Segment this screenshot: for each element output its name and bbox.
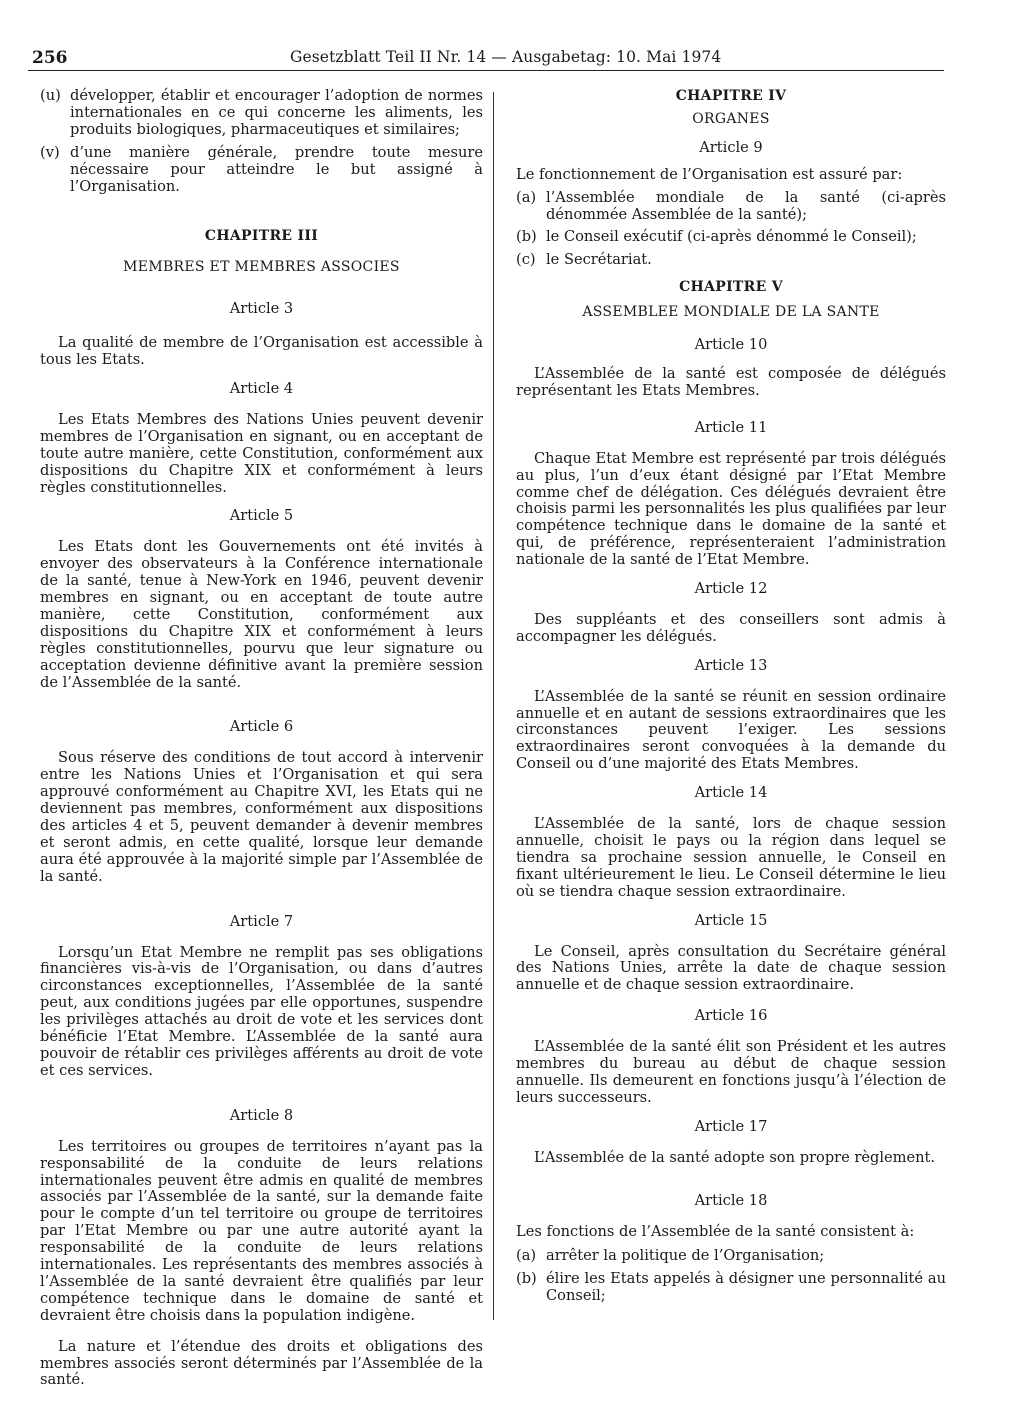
item-text: élire les Etats appelés à désigner une personnalité au Conseil; <box>546 1270 946 1305</box>
article-16-heading: Article 16 <box>694 1007 768 1025</box>
article-13-heading: Article 13 <box>694 656 768 674</box>
article-17-heading: Article 17 <box>694 1117 768 1135</box>
article-6-text: Sous réserve des conditions de tout accord à intervenir entre les Nations Unies et l’Organisation et qui sera approuvé conformément au Chapitre XVI, les Etats qui ne deviennent pas membres, conformément aux dispositions des articles 4 et 5, peuvent demander à devenir membres et seront admis, en cette qualité, lorsque leur demande aura été approuvée à la majorité simple par l’Assemblée de la santé. <box>40 749 483 885</box>
article-11-heading: Article 11 <box>694 418 768 436</box>
item-label: (a) <box>516 188 537 206</box>
list-item-a <box>516 190 946 224</box>
article-4-text: Les Etats Membres des Nations Unies peuvent devenir membres de l’Organisation en signant, ou en acceptant de toute autre manière, cette Constitution, conformément aux dispositions du Chapitre XIX et conformément à leurs règles constitutionnelles. <box>40 410 483 496</box>
chapter-4-title: ORGANES <box>692 110 770 127</box>
item-label: (v) <box>40 143 60 161</box>
list-item-b <box>516 1271 946 1305</box>
article-3-text: La qualité de membre de l’Organisation est accessible à tous les Etats. <box>40 334 483 369</box>
item-text: l’Assemblée mondiale de la santé (ci-après dénommée Assemblée de la santé); <box>546 188 946 223</box>
article-4-heading: Article 4 <box>229 379 294 397</box>
article-18-heading: Article 18 <box>694 1191 768 1209</box>
right-column <box>516 88 946 1311</box>
item-text: développer, établir et encourager l’adoption de normes internationales en ce qui concerne les aliments, les produits biologiques, pharmaceutiques et similaires; <box>70 87 483 138</box>
article-8-text-2: La nature et l’étendue des droits et obligations des membres associés seront déterminés par l’Assemblée de la santé. <box>40 1337 483 1389</box>
article-12-heading: Article 12 <box>694 580 768 598</box>
item-text: arrêter la politique de l’Organisation; <box>546 1247 825 1265</box>
column-divider <box>493 92 494 1320</box>
list-item-b <box>516 229 946 246</box>
list-item-v <box>40 145 483 196</box>
article-13-text: L’Assemblée de la santé se réunit en session ordinaire annuelle et en autant de sessions extraordinaires que les circonstances peuvent l’exiger. Les sessions extraordinaires seront convoquées à la demande du Conseil ou d’une majorité des Etats Membres. <box>516 687 946 773</box>
article-6-heading: Article 6 <box>229 718 294 736</box>
article-11-text: Chaque Etat Membre est représenté par trois délégués au plus, l’un d’eux étant désigné par l’Etat Membre comme chef de délégation. Ces délégués devraient être choisis parmi les personnalités les plus qualifiées par leur compétence technique dans le domaine de la santé et qui, de préférence, représenteraient l’administration nationale de la santé de l’Etat Membre. <box>516 449 946 569</box>
item-text: d’une manière générale, prendre toute mesure nécessaire pour atteindre le but assigné à l’Organisation. <box>70 143 483 195</box>
article-5-heading: Article 5 <box>229 507 294 525</box>
article-10-text: L’Assemblée de la santé est composée de délégués représentant les Etats Membres. <box>516 364 946 399</box>
list-item-c <box>516 252 946 269</box>
gazette-title: Gesetzblatt Teil II Nr. 14 — Ausgabetag: 10. Mai 1974 <box>290 48 722 66</box>
item-label: (b) <box>516 1270 537 1288</box>
article-18-intro: Les fonctions de l’Assemblée de la santé consistent à: <box>516 1222 915 1240</box>
list-item-u <box>40 88 483 139</box>
article-12-text: Des suppléants et des conseillers sont admis à accompagner les délégués. <box>516 610 946 645</box>
article-8-text-1: Les territoires ou groupes de territoires n’ayant pas la responsabilité de la conduite de leurs relations internationales peuvent être admis en qualité de membres associés par l’Assemblée de la santé, sur la demande faite pour le compte d’un tel territoire ou groupe de territoires par l’Etat Membre ou par une autre autorité ayant la responsabilité de la conduite de leurs relations internationales. Les représentants des membres associés à l’Assemblée de la santé devraient être qualifiés par leur compétence technique dans le domaine de santé et devraient être choisis dans la population indigène. <box>40 1137 483 1324</box>
article-14-text: L’Assemblée de la santé, lors de chaque session annuelle, choisit le pays ou la région dans lequel se tiendra sa prochaine session annuelle, le Conseil en fixant ultérieurement le lieu. Le Conseil détermine le lieu où se tiendra chaque session extraordinaire. <box>516 815 946 900</box>
chapter-4-heading: CHAPITRE IV <box>675 88 787 104</box>
article-15-text: Le Conseil, après consultation du Secrétaire général des Nations Unies, arrête la date de chaque session annuelle et de chaque session extraordinaire. <box>516 942 946 994</box>
article-5-text: Les Etats dont les Gouvernements ont été invités à envoyer des observateurs à la Conférence internationale de la santé, tenue à New-York en 1946, peuvent devenir membres en signant, ou en acceptant de toute autre manière, cette Constitution, conformément aux dispositions du Chapitre XIX et conformément à leurs règles constitutionnelles, pourvu que leur signature ou acceptation devienne définitive avant la première session de l’Assemblée de la santé. <box>40 538 483 691</box>
item-label: (u) <box>40 87 61 104</box>
article-8-heading: Article 8 <box>229 1106 294 1124</box>
article-16-text: L’Assemblée de la santé élit son Président et les autres membres du bureau au début de chaque session annuelle. Ils demeurent en fonctions jusqu’à l’élection de leurs successeurs. <box>516 1038 946 1106</box>
article-9-heading: Article 9 <box>699 138 763 156</box>
article-14-heading: Article 14 <box>694 784 768 802</box>
article-10-heading: Article 10 <box>694 336 768 354</box>
article-17-text: L’Assemblée de la santé adopte son propre règlement. <box>534 1148 936 1166</box>
item-label: (a) <box>516 1247 537 1265</box>
item-label: (c) <box>516 251 536 269</box>
chapter-5-heading: CHAPITRE V <box>679 279 783 296</box>
item-label: (b) <box>516 228 537 246</box>
article-3-heading: Article 3 <box>229 300 294 318</box>
item-text: le Conseil exécutif (ci-après dénommé le Conseil); <box>546 228 917 246</box>
page-number: 256 <box>32 48 68 68</box>
chapter-3-title: MEMBRES ET MEMBRES ASSOCIES <box>123 259 400 276</box>
article-7-heading: Article 7 <box>229 912 294 930</box>
chapter-5-title: ASSEMBLEE MONDIALE DE LA SANTE <box>582 304 880 321</box>
article-9-intro: Le fonctionnement de l’Organisation est assuré par: <box>516 165 903 183</box>
left-column <box>40 88 483 1401</box>
page-header <box>28 44 944 71</box>
article-7-text: Lorsqu’un Etat Membre ne remplit pas ses obligations financières vis-à-vis de l’Organisation, ou dans d’autres circonstances exceptionnelles, l’Assemblée de la santé peut, aux conditions jugées par elle opportunes, suspendre les privilèges attachés au droit de vote et les services dont bénéficie l’Etat Membre. L’Assemblée de la santé aura pouvoir de rétablir ces privilèges afférents au droit de vote et ces services. <box>40 943 483 1079</box>
article-15-heading: Article 15 <box>694 911 768 929</box>
chapter-3-heading: CHAPITRE III <box>204 228 319 245</box>
item-text: le Secrétariat. <box>546 251 652 269</box>
list-item-a <box>516 1248 946 1265</box>
